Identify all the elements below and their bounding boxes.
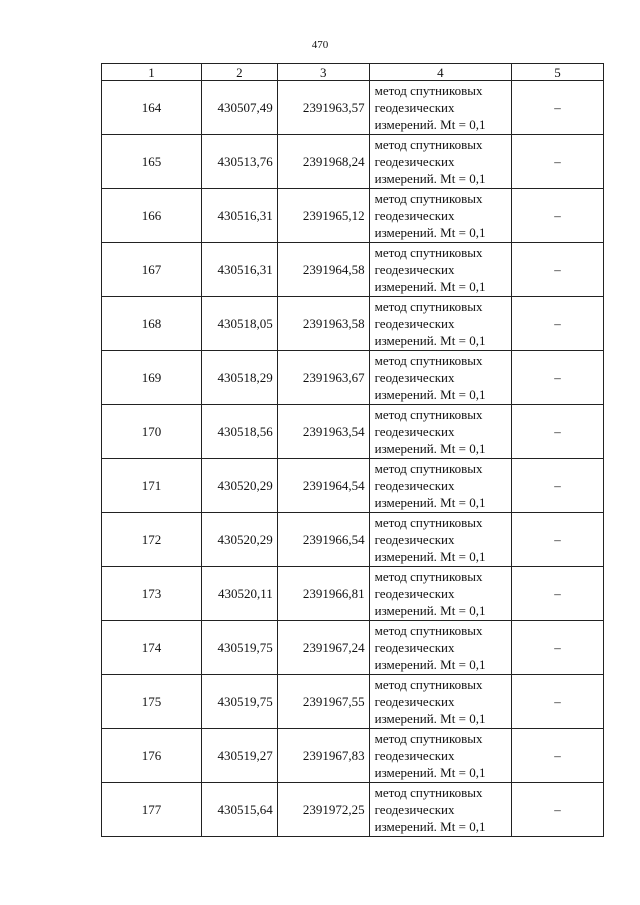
method-cell [369, 675, 511, 729]
table-row [102, 297, 604, 351]
point-number-cell: 177 [102, 783, 202, 837]
method-line-3: измерений. Mt = 0,1 [374, 387, 486, 402]
method-line-2: геодезических [374, 478, 455, 493]
method-line-1: метод спутниковых [374, 137, 483, 152]
y-coordinate-cell: 2391963,54 [277, 405, 369, 459]
table-row [102, 351, 604, 405]
table-row [102, 675, 604, 729]
column-5-cell: – [512, 459, 604, 513]
method-line-3: измерений. Mt = 0,1 [374, 279, 486, 294]
coordinates-table [101, 63, 604, 837]
point-number-cell: 169 [102, 351, 202, 405]
method-line-2: геодезических [374, 154, 455, 169]
method-cell [369, 729, 511, 783]
y-coordinate-cell: 2391967,55 [277, 675, 369, 729]
header-col-3: 3 [277, 64, 369, 81]
header-col-1: 1 [102, 64, 202, 81]
method-line-3: измерений. Mt = 0,1 [374, 765, 486, 780]
method-line-1: метод спутниковых [374, 245, 483, 260]
method-line-3: измерений. Mt = 0,1 [374, 441, 486, 456]
table-body [102, 81, 604, 837]
column-5-cell: – [512, 513, 604, 567]
table-row [102, 513, 604, 567]
column-5-cell: – [512, 621, 604, 675]
method-cell [369, 297, 511, 351]
point-number-cell: 174 [102, 621, 202, 675]
page-number: 470 [311, 39, 329, 51]
column-5-cell: – [512, 81, 604, 135]
table-row [102, 567, 604, 621]
point-number-cell: 175 [102, 675, 202, 729]
y-coordinate-cell: 2391964,58 [277, 243, 369, 297]
x-coordinate-cell: 430519,75 [201, 621, 277, 675]
method-cell [369, 459, 511, 513]
y-coordinate-cell: 2391966,81 [277, 567, 369, 621]
method-line-3: измерений. Mt = 0,1 [374, 603, 486, 618]
method-line-3: измерений. Mt = 0,1 [374, 819, 486, 834]
header-col-5: 5 [512, 64, 604, 81]
method-line-2: геодезических [374, 262, 455, 277]
method-line-1: метод спутниковых [374, 623, 483, 638]
table-row [102, 621, 604, 675]
point-number-cell: 164 [102, 81, 202, 135]
x-coordinate-cell: 430519,27 [201, 729, 277, 783]
y-coordinate-cell: 2391964,54 [277, 459, 369, 513]
method-line-3: измерений. Mt = 0,1 [374, 117, 486, 132]
method-cell [369, 783, 511, 837]
y-coordinate-cell: 2391963,57 [277, 81, 369, 135]
y-coordinate-cell: 2391972,25 [277, 783, 369, 837]
column-5-cell: – [512, 243, 604, 297]
point-number-cell: 166 [102, 189, 202, 243]
x-coordinate-cell: 430518,05 [201, 297, 277, 351]
x-coordinate-cell: 430507,49 [201, 81, 277, 135]
header-col-2: 2 [201, 64, 277, 81]
method-line-1: метод спутниковых [374, 677, 483, 692]
method-line-3: измерений. Mt = 0,1 [374, 225, 486, 240]
method-line-2: геодезических [374, 316, 455, 331]
column-5-cell: – [512, 567, 604, 621]
method-line-2: геодезических [374, 100, 455, 115]
table-row [102, 189, 604, 243]
table-row [102, 135, 604, 189]
method-line-1: метод спутниковых [374, 407, 483, 422]
y-coordinate-cell: 2391966,54 [277, 513, 369, 567]
y-coordinate-cell: 2391965,12 [277, 189, 369, 243]
x-coordinate-cell: 430520,11 [201, 567, 277, 621]
point-number-cell: 173 [102, 567, 202, 621]
method-cell [369, 621, 511, 675]
x-coordinate-cell: 430519,75 [201, 675, 277, 729]
table-row [102, 783, 604, 837]
column-5-cell: – [512, 135, 604, 189]
y-coordinate-cell: 2391963,67 [277, 351, 369, 405]
method-line-3: измерений. Mt = 0,1 [374, 657, 486, 672]
method-line-2: геодезических [374, 586, 455, 601]
method-line-1: метод спутниковых [374, 515, 483, 530]
header-col-4: 4 [369, 64, 511, 81]
x-coordinate-cell: 430516,31 [201, 243, 277, 297]
y-coordinate-cell: 2391963,58 [277, 297, 369, 351]
method-line-1: метод спутниковых [374, 569, 483, 584]
column-5-cell: – [512, 297, 604, 351]
y-coordinate-cell: 2391968,24 [277, 135, 369, 189]
column-5-cell: – [512, 405, 604, 459]
method-line-2: геодезических [374, 370, 455, 385]
x-coordinate-cell: 430520,29 [201, 513, 277, 567]
method-line-1: метод спутниковых [374, 299, 483, 314]
point-number-cell: 168 [102, 297, 202, 351]
x-coordinate-cell: 430518,56 [201, 405, 277, 459]
method-line-3: измерений. Mt = 0,1 [374, 711, 486, 726]
table-row [102, 729, 604, 783]
point-number-cell: 170 [102, 405, 202, 459]
column-5-cell: – [512, 351, 604, 405]
method-line-3: измерений. Mt = 0,1 [374, 549, 486, 564]
table-header [102, 64, 604, 81]
method-line-2: геодезических [374, 802, 455, 817]
method-line-3: измерений. Mt = 0,1 [374, 333, 486, 348]
method-line-2: геодезических [374, 640, 455, 655]
column-5-cell: – [512, 783, 604, 837]
header-row [102, 64, 604, 81]
point-number-cell: 176 [102, 729, 202, 783]
method-line-2: геодезических [374, 532, 455, 547]
point-number-cell: 167 [102, 243, 202, 297]
table-row [102, 81, 604, 135]
method-line-1: метод спутниковых [374, 83, 483, 98]
method-cell [369, 405, 511, 459]
x-coordinate-cell: 430513,76 [201, 135, 277, 189]
method-line-1: метод спутниковых [374, 461, 483, 476]
method-cell [369, 513, 511, 567]
method-line-1: метод спутниковых [374, 191, 483, 206]
method-cell [369, 189, 511, 243]
method-line-1: метод спутниковых [374, 785, 483, 800]
point-number-cell: 172 [102, 513, 202, 567]
y-coordinate-cell: 2391967,24 [277, 621, 369, 675]
method-line-1: метод спутниковых [374, 353, 483, 368]
method-line-2: геодезических [374, 694, 455, 709]
method-cell [369, 567, 511, 621]
method-line-3: измерений. Mt = 0,1 [374, 495, 486, 510]
method-cell [369, 135, 511, 189]
x-coordinate-cell: 430515,64 [201, 783, 277, 837]
table-row [102, 459, 604, 513]
point-number-cell: 171 [102, 459, 202, 513]
method-cell [369, 243, 511, 297]
method-line-2: геодезических [374, 208, 455, 223]
method-line-2: геодезических [374, 748, 455, 763]
table-row [102, 243, 604, 297]
x-coordinate-cell: 430520,29 [201, 459, 277, 513]
column-5-cell: – [512, 675, 604, 729]
method-line-3: измерений. Mt = 0,1 [374, 171, 486, 186]
column-5-cell: – [512, 189, 604, 243]
method-line-1: метод спутниковых [374, 731, 483, 746]
x-coordinate-cell: 430518,29 [201, 351, 277, 405]
method-cell [369, 351, 511, 405]
x-coordinate-cell: 430516,31 [201, 189, 277, 243]
method-cell [369, 81, 511, 135]
column-5-cell: – [512, 729, 604, 783]
table-row [102, 405, 604, 459]
y-coordinate-cell: 2391967,83 [277, 729, 369, 783]
method-line-2: геодезических [374, 424, 455, 439]
point-number-cell: 165 [102, 135, 202, 189]
